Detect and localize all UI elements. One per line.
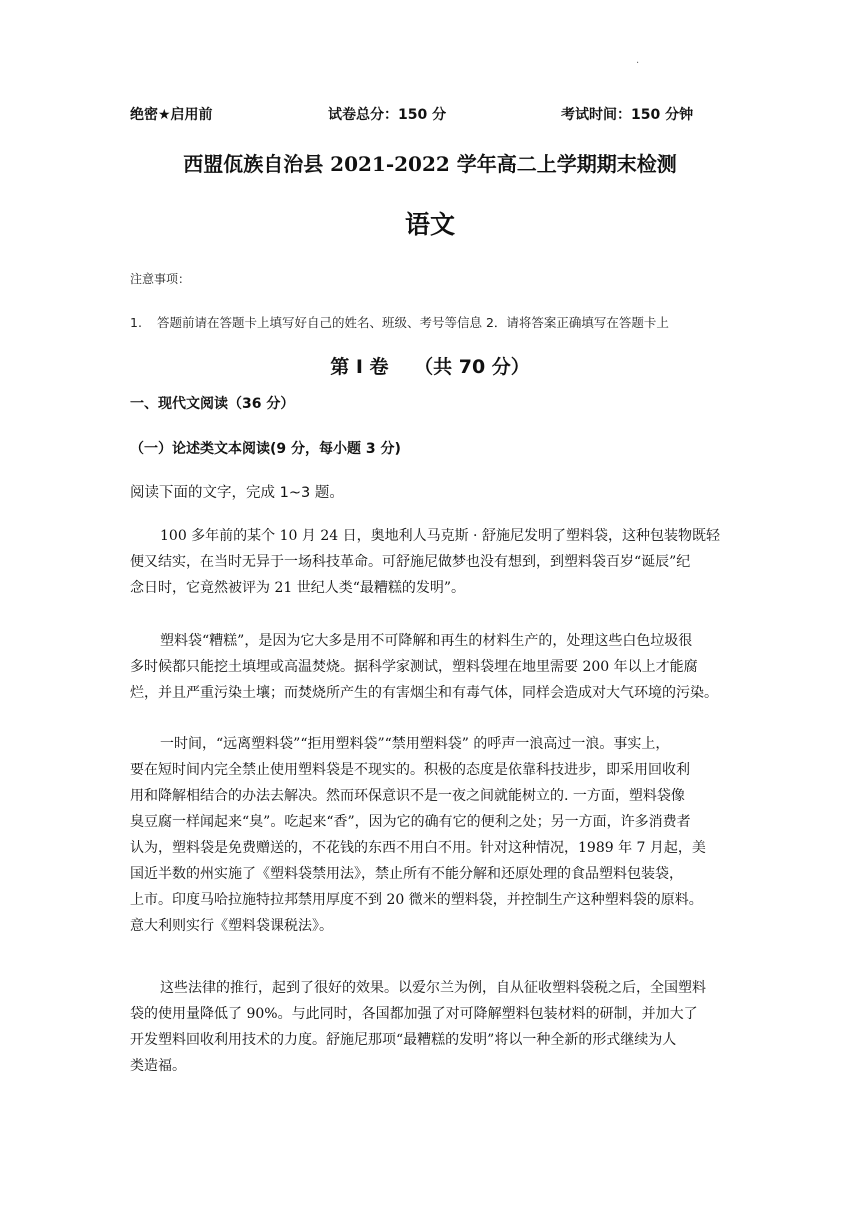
section-title: 一、现代文阅读（36 分） (130, 396, 295, 412)
passage-line: 要在短时间内完全禁止使用塑料袋是不现实的。积极的态度是依靠科技进步，即采用回收利 (130, 762, 690, 778)
passage-paragraph-1 (130, 523, 730, 601)
total-score-label: 试卷总分：150 分 (328, 107, 447, 123)
passage-paragraph-3 (130, 731, 730, 939)
passage-line: 类造福。 (130, 1058, 186, 1074)
subject-title: 语文 (404, 210, 455, 239)
passage-line: 用和降解相结合的办法去解决。然而环保意识不是一夜之间就能树立的. 一方面，塑料袋像 (130, 788, 685, 804)
passage-line: 袋的使用量降低了 90%。与此同时，各国都加强了对可降解塑料包装材料的研制，并加大了 (130, 1006, 698, 1022)
passage-line: 烂，并且严重污染土壤；而焚烧所产生的有害烟尘和有毒气体，同样会造成对大气环境的污染。 (130, 685, 718, 701)
passage-paragraph-4 (130, 975, 730, 1079)
passage-line: 上市。印度马哈拉施特拉邦禁用厚度不到 20 微米的塑料袋，并控制生产这种塑料袋的原料。 (130, 892, 703, 908)
passage-line: 开发塑料回收利用技术的力度。舒施尼那项“最糟糕的发明”将以一种全新的形式继续为人 (130, 1032, 677, 1048)
passage-line: 塑料袋“糟糕”，是因为它大多是用不可降解和再生的材料生产的，处理这些白色垃圾很 (160, 633, 693, 649)
notice-label: 注意事项： (130, 272, 191, 286)
passage-line: 100 多年前的某个 10 月 24 日，奥地利人马克斯 · 舒施尼发明了塑料袋，这种包装物既轻 (160, 528, 720, 544)
passage-line: 这些法律的推行，起到了很好的效果。以爱尔兰为例，自从征收塑料袋税之后，全国塑料 (160, 980, 706, 996)
passage-line: 意大利则实行《塑料袋课税法》。 (130, 918, 333, 934)
volume-title: 第 I 卷 （共 70 分） (330, 356, 530, 378)
notice-item-number: 1. (130, 315, 142, 330)
passage-line: 便又结实，在当时无异于一场科技革命。可舒施尼做梦也没有想到，到塑料袋百岁“诞辰”纪 (130, 554, 691, 570)
exam-header (130, 104, 730, 126)
corner-mark: · (636, 58, 640, 69)
confidential-label: 绝密★启用前 (130, 107, 213, 123)
notice-item-text: 答题前请在答题卡上填写好自己的姓名、班级、考号等信息 2．请将答案正确填写在答题卡上 (157, 315, 669, 330)
exam-title: 西盟佤族自治县 2021-2022 学年高二上学期期末检测 (183, 152, 677, 176)
passage-line: 臭豆腐一样闻起来“臭”。吃起来“香”，因为它的确有它的便利之处；另一方面，许多消费者 (130, 814, 691, 830)
passage-line: 一时间，“远离塑料袋”“拒用塑料袋”“禁用塑料袋” 的呼声一浪高过一浪。事实上， (160, 736, 670, 752)
passage-paragraph-2 (130, 628, 730, 706)
passage-line: 多时候都只能挖土填埋或高温焚烧。据科学家测试，塑料袋埋在地里需要 200 年以上才能腐 (130, 659, 698, 675)
exam-time-label: 考试时间：150 分钟 (561, 107, 694, 123)
passage-line: 认为，塑料袋是免费赠送的，不花钱的东西不用白不用。针对这种情况，1989 年 7 月起，美 (130, 840, 706, 856)
subsection-title: （一）论述类文本阅读(9 分，每小题 3 分) (130, 441, 401, 457)
passage-line: 国近半数的州实施了《塑料袋禁用法》，禁止所有不能分解和还原处理的食品塑料包装袋， (130, 866, 683, 882)
passage-line: 念日时，它竟然被评为 21 世纪人类“最糟糕的发明”。 (130, 580, 466, 596)
notice-item (130, 313, 669, 331)
reading-instruction: 阅读下面的文字，完成 1~3 题。 (130, 485, 344, 501)
